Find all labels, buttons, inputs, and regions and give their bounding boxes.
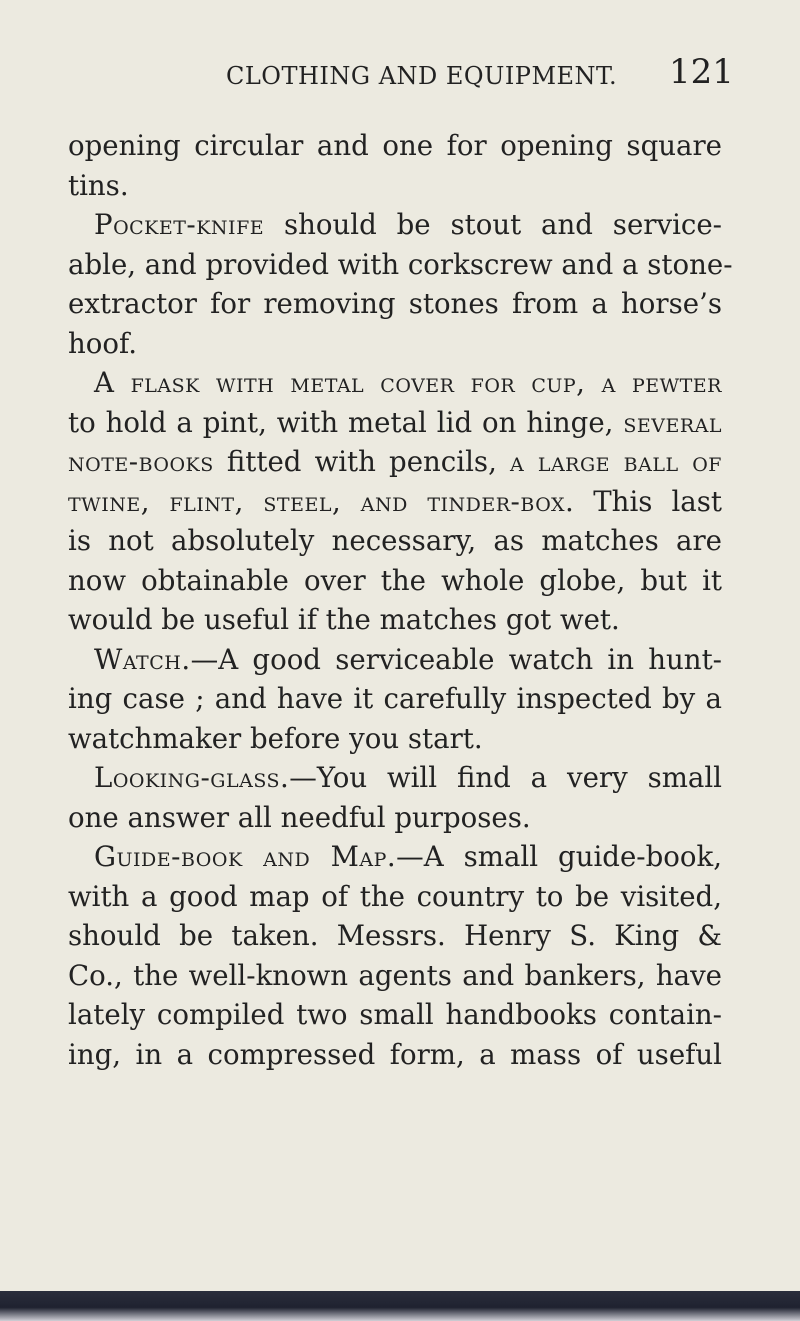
- text-line: [68, 956, 722, 996]
- paragraph-pocket-knife: [68, 205, 722, 245]
- running-header: [0, 52, 800, 92]
- scan-edge-band: [0, 1291, 800, 1321]
- text-run: This last: [574, 484, 722, 518]
- text-run: hoof.: [68, 326, 137, 360]
- paragraph-guide-book: [68, 837, 722, 877]
- text-line: [68, 1035, 722, 1075]
- text-run: now obtainable over the whole globe, but it: [68, 563, 722, 597]
- text-run: would be useful if the matches got wet.: [68, 603, 620, 636]
- paragraph-watch: [68, 640, 722, 680]
- text-line: [68, 245, 733, 285]
- text-run: extractor for removing stones from a horse’s: [68, 287, 722, 320]
- text-run: watchmaker before you start.: [68, 721, 483, 755]
- text-line: [68, 442, 722, 482]
- text-line: [68, 561, 722, 601]
- text-run: tins.: [68, 168, 129, 202]
- text-line: [68, 403, 722, 443]
- text-line: [68, 995, 722, 1035]
- text-run: is not absolutely necessary, as matches are: [68, 524, 722, 557]
- paragraph-looking-glass: [68, 758, 722, 798]
- text-line: [68, 521, 722, 561]
- text-run: —A good serviceable watch in hunt-: [190, 642, 722, 676]
- item-heading: twine, flint, steel, and tinder-box.: [68, 484, 575, 518]
- running-title: CLOTHING AND EQUIPMENT.: [226, 62, 618, 90]
- text-line: [68, 482, 722, 522]
- text-run: fitted with pencils,: [213, 445, 510, 478]
- item-heading: Watch.: [94, 642, 191, 676]
- paragraph-flask: [68, 363, 722, 403]
- text-run: —A small guide-book,: [396, 840, 722, 873]
- text-run: with a good map of the country to be visited,: [68, 879, 722, 913]
- text-run: —You will find a very small: [289, 761, 722, 794]
- text-line: [68, 126, 722, 166]
- item-heading: Guide-book and Map.: [94, 840, 397, 873]
- text-run: ing case ; and have it carefully inspected by a: [68, 682, 722, 715]
- text-run: lately compiled two small handbooks contain-: [68, 998, 722, 1031]
- text-line: [68, 798, 722, 838]
- text-line: [68, 600, 722, 640]
- item-heading: a large ball of: [509, 445, 722, 478]
- text-line: [68, 284, 722, 324]
- text-run: one answer all needful purposes.: [68, 800, 531, 834]
- item-heading: Pocket-knife: [94, 208, 265, 241]
- text-run: able, and provided with corkscrew and a stone-: [68, 247, 733, 281]
- text-run: ing, in a compressed form, a mass of useful: [68, 1037, 722, 1071]
- body-text: [68, 126, 733, 1074]
- text-line: [68, 877, 722, 917]
- text-line: [68, 166, 722, 206]
- text-run: to hold a pint, with metal lid on hinge,: [68, 405, 624, 439]
- text-line: [68, 916, 722, 956]
- item-heading: A flask with metal cover for cup, a pewter: [94, 366, 722, 399]
- text-line: [68, 679, 722, 719]
- text-run: should be taken. Messrs. Henry S. King &: [68, 919, 722, 952]
- item-heading: Looking-glass.: [94, 761, 290, 794]
- item-heading: note-books: [68, 445, 214, 478]
- text-run: opening circular and one for opening square: [68, 129, 722, 162]
- item-heading: several: [623, 405, 722, 439]
- text-line: [68, 719, 722, 759]
- text-run: Co., the well-known agents and bankers, have: [68, 958, 722, 992]
- text-run: should be stout and service-: [264, 208, 722, 241]
- text-line: [68, 324, 722, 364]
- page-number: 121: [669, 52, 734, 92]
